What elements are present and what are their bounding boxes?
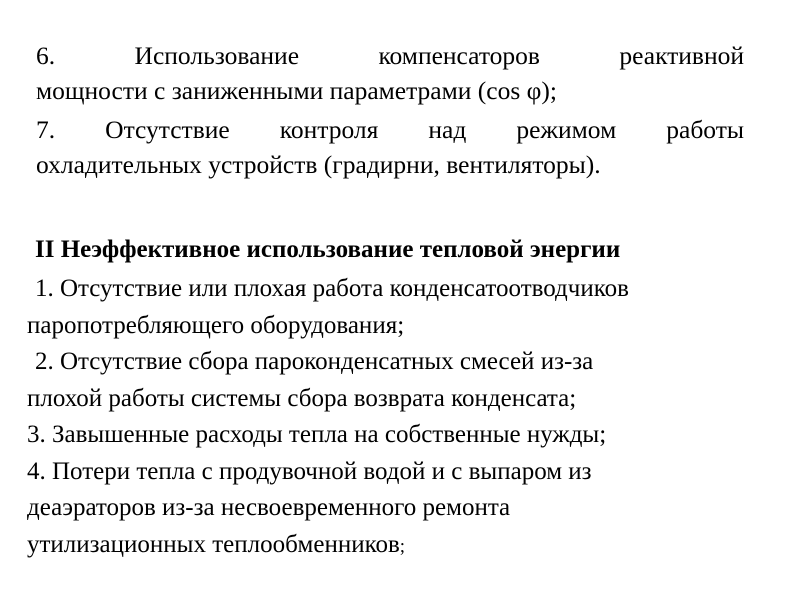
item-2-line-2: плохой работы системы сбора возврата конденсата; <box>27 384 577 412</box>
item-1-line-1: 1. Отсутствие или плохая работа конденсатоотводчиков <box>35 275 629 302</box>
list-item-3 <box>27 417 787 454</box>
heat-energy-section <box>27 235 787 563</box>
list-item-2 <box>27 344 787 417</box>
item-6-line-1: 6. Использование компенсаторов реактивной <box>36 41 744 70</box>
electric-losses-list <box>36 38 744 182</box>
list-item-1 <box>27 271 787 344</box>
item-4-line-1: 4. Потери тепла с продувочной водой и с выпаром из <box>27 457 592 485</box>
item-3-line-1: 3. Завышенные расходы тепла на собственные нужды; <box>27 421 607 448</box>
item-2-line-1: 2. Отсутствие сбора пароконденсатных смесей из-за <box>35 348 594 375</box>
list-item-6 <box>36 38 744 108</box>
section-heading: II Неэффективное использование тепловой энергии <box>35 236 621 263</box>
item-4-line-3-end: ; <box>399 535 406 557</box>
item-7-line-2: охладительных устройств (градирни, вентиляторы). <box>36 150 601 179</box>
item-4-line-3-text: утилизационных теплообменников <box>27 530 400 558</box>
list-item-7 <box>36 112 744 182</box>
item-4-line-3 <box>27 527 787 564</box>
item-1-line-2: паропотребляющего оборудования; <box>27 311 405 339</box>
item-6-line-2: мощности с заниженными параметрами (cos φ); <box>36 76 557 105</box>
item-4-line-2: деаэраторов из-за несвоевременного ремонта <box>27 494 511 521</box>
item-7-line-1: 7. Отсутствие контроля над режимом работы <box>36 115 744 144</box>
list-item-4 <box>27 454 787 564</box>
